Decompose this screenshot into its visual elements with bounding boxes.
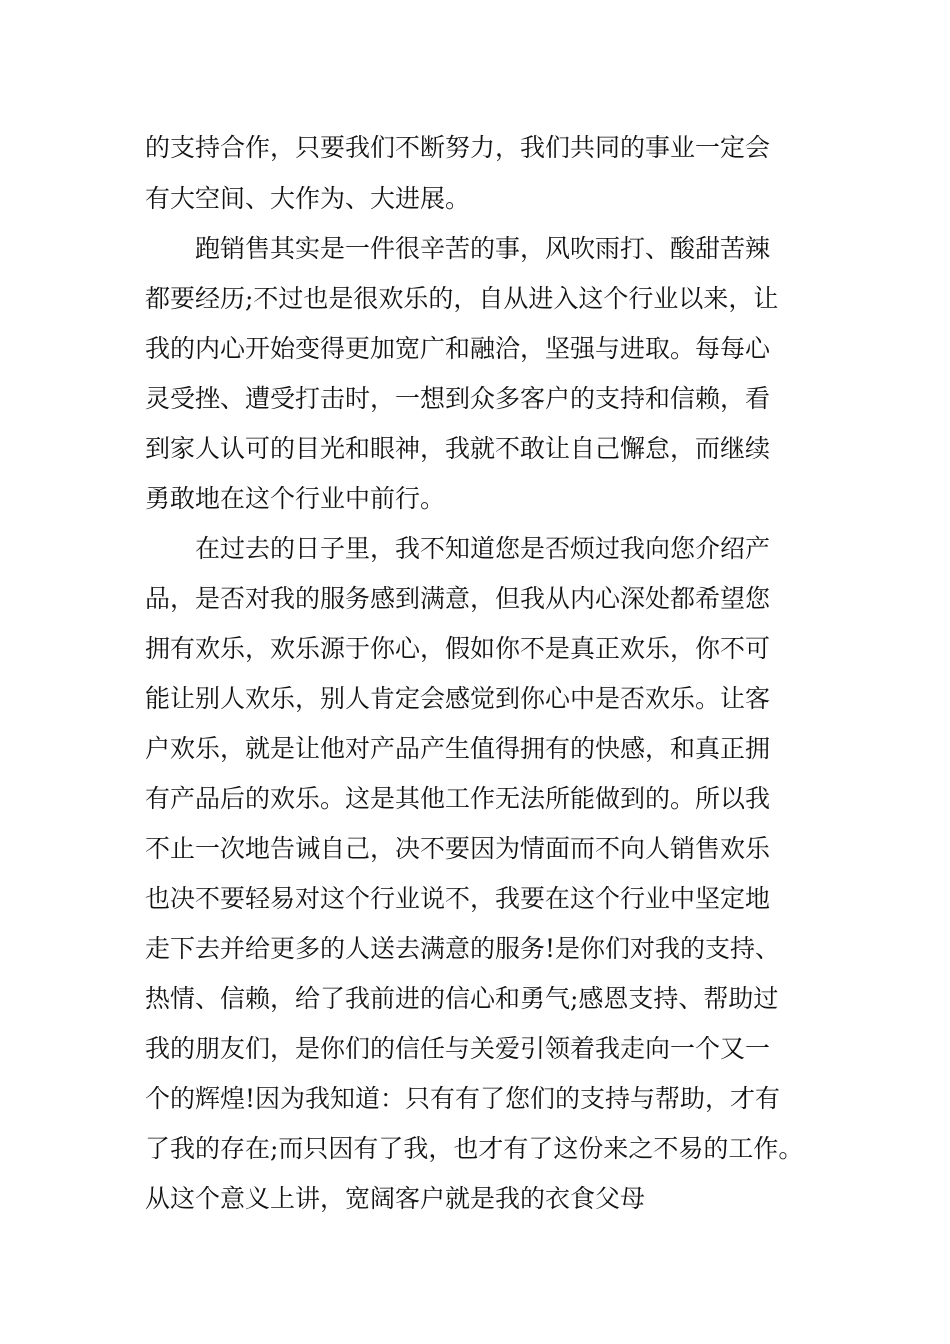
text-line: 在过去的日子里，我不知道您是否烦过我向您介绍产 [145, 534, 771, 563]
text-line: 热情、信赖，给了我前进的信心和勇气;感恩支持、帮助过 [145, 984, 779, 1013]
text-line: 我的朋友们，是你们的信任与关爱引领着我走向一个又一 [145, 1034, 771, 1063]
text-line: 有产品后的欢乐。这是其他工作无法所能做到的。所以我 [145, 784, 771, 813]
text-line: 都要经历;不过也是很欢乐的，自从进入这个行业以来，让 [145, 284, 779, 313]
text-line: 勇敢地在这个行业中前行。 [145, 484, 446, 513]
text-line: 的支持合作，只要我们不断努力，我们共同的事业一定会 [145, 133, 771, 162]
text-line: 我的内心开始变得更加宽广和融洽，坚强与进取。每每心 [145, 334, 771, 363]
text-line: 跑销售其实是一件很辛苦的事，风吹雨打、酸甜苦辣 [145, 234, 771, 263]
text-line: 了我的存在;而只因有了我，也才有了这份来之不易的工作。 [145, 1134, 804, 1163]
text-line: 能让别人欢乐，别人肯定会感觉到你心中是否欢乐。让客 [145, 684, 771, 713]
text-line: 不止一次地告诫自己，决不要因为情面而不向人销售欢乐 [145, 834, 771, 863]
text-line: 从这个意义上讲，宽阔客户就是我的衣食父母 [145, 1184, 646, 1213]
text-line: 户欢乐，就是让他对产品产生值得拥有的快感，和真正拥 [145, 734, 771, 763]
text-line: 有大空间、大作为、大进展。 [145, 184, 471, 213]
text-line: 走下去并给更多的人送去满意的服务!是你们对我的支持、 [145, 934, 781, 963]
text-line: 也决不要轻易对这个行业说不，我要在这个行业中坚定地 [145, 884, 771, 913]
text-line: 拥有欢乐，欢乐源于你心，假如你不是真正欢乐，你不可 [145, 634, 771, 663]
text-line: 到家人认可的目光和眼神，我就不敢让自己懈怠，而继续 [145, 434, 771, 463]
text-line: 品，是否对我的服务感到满意，但我从内心深处都希望您 [145, 584, 771, 613]
text-line: 灵受挫、遭受打击时，一想到众多客户的支持和信赖，看 [145, 384, 771, 413]
text-line: 个的辉煌!因为我知道：只有有了您们的支持与帮助，才有 [145, 1084, 781, 1113]
